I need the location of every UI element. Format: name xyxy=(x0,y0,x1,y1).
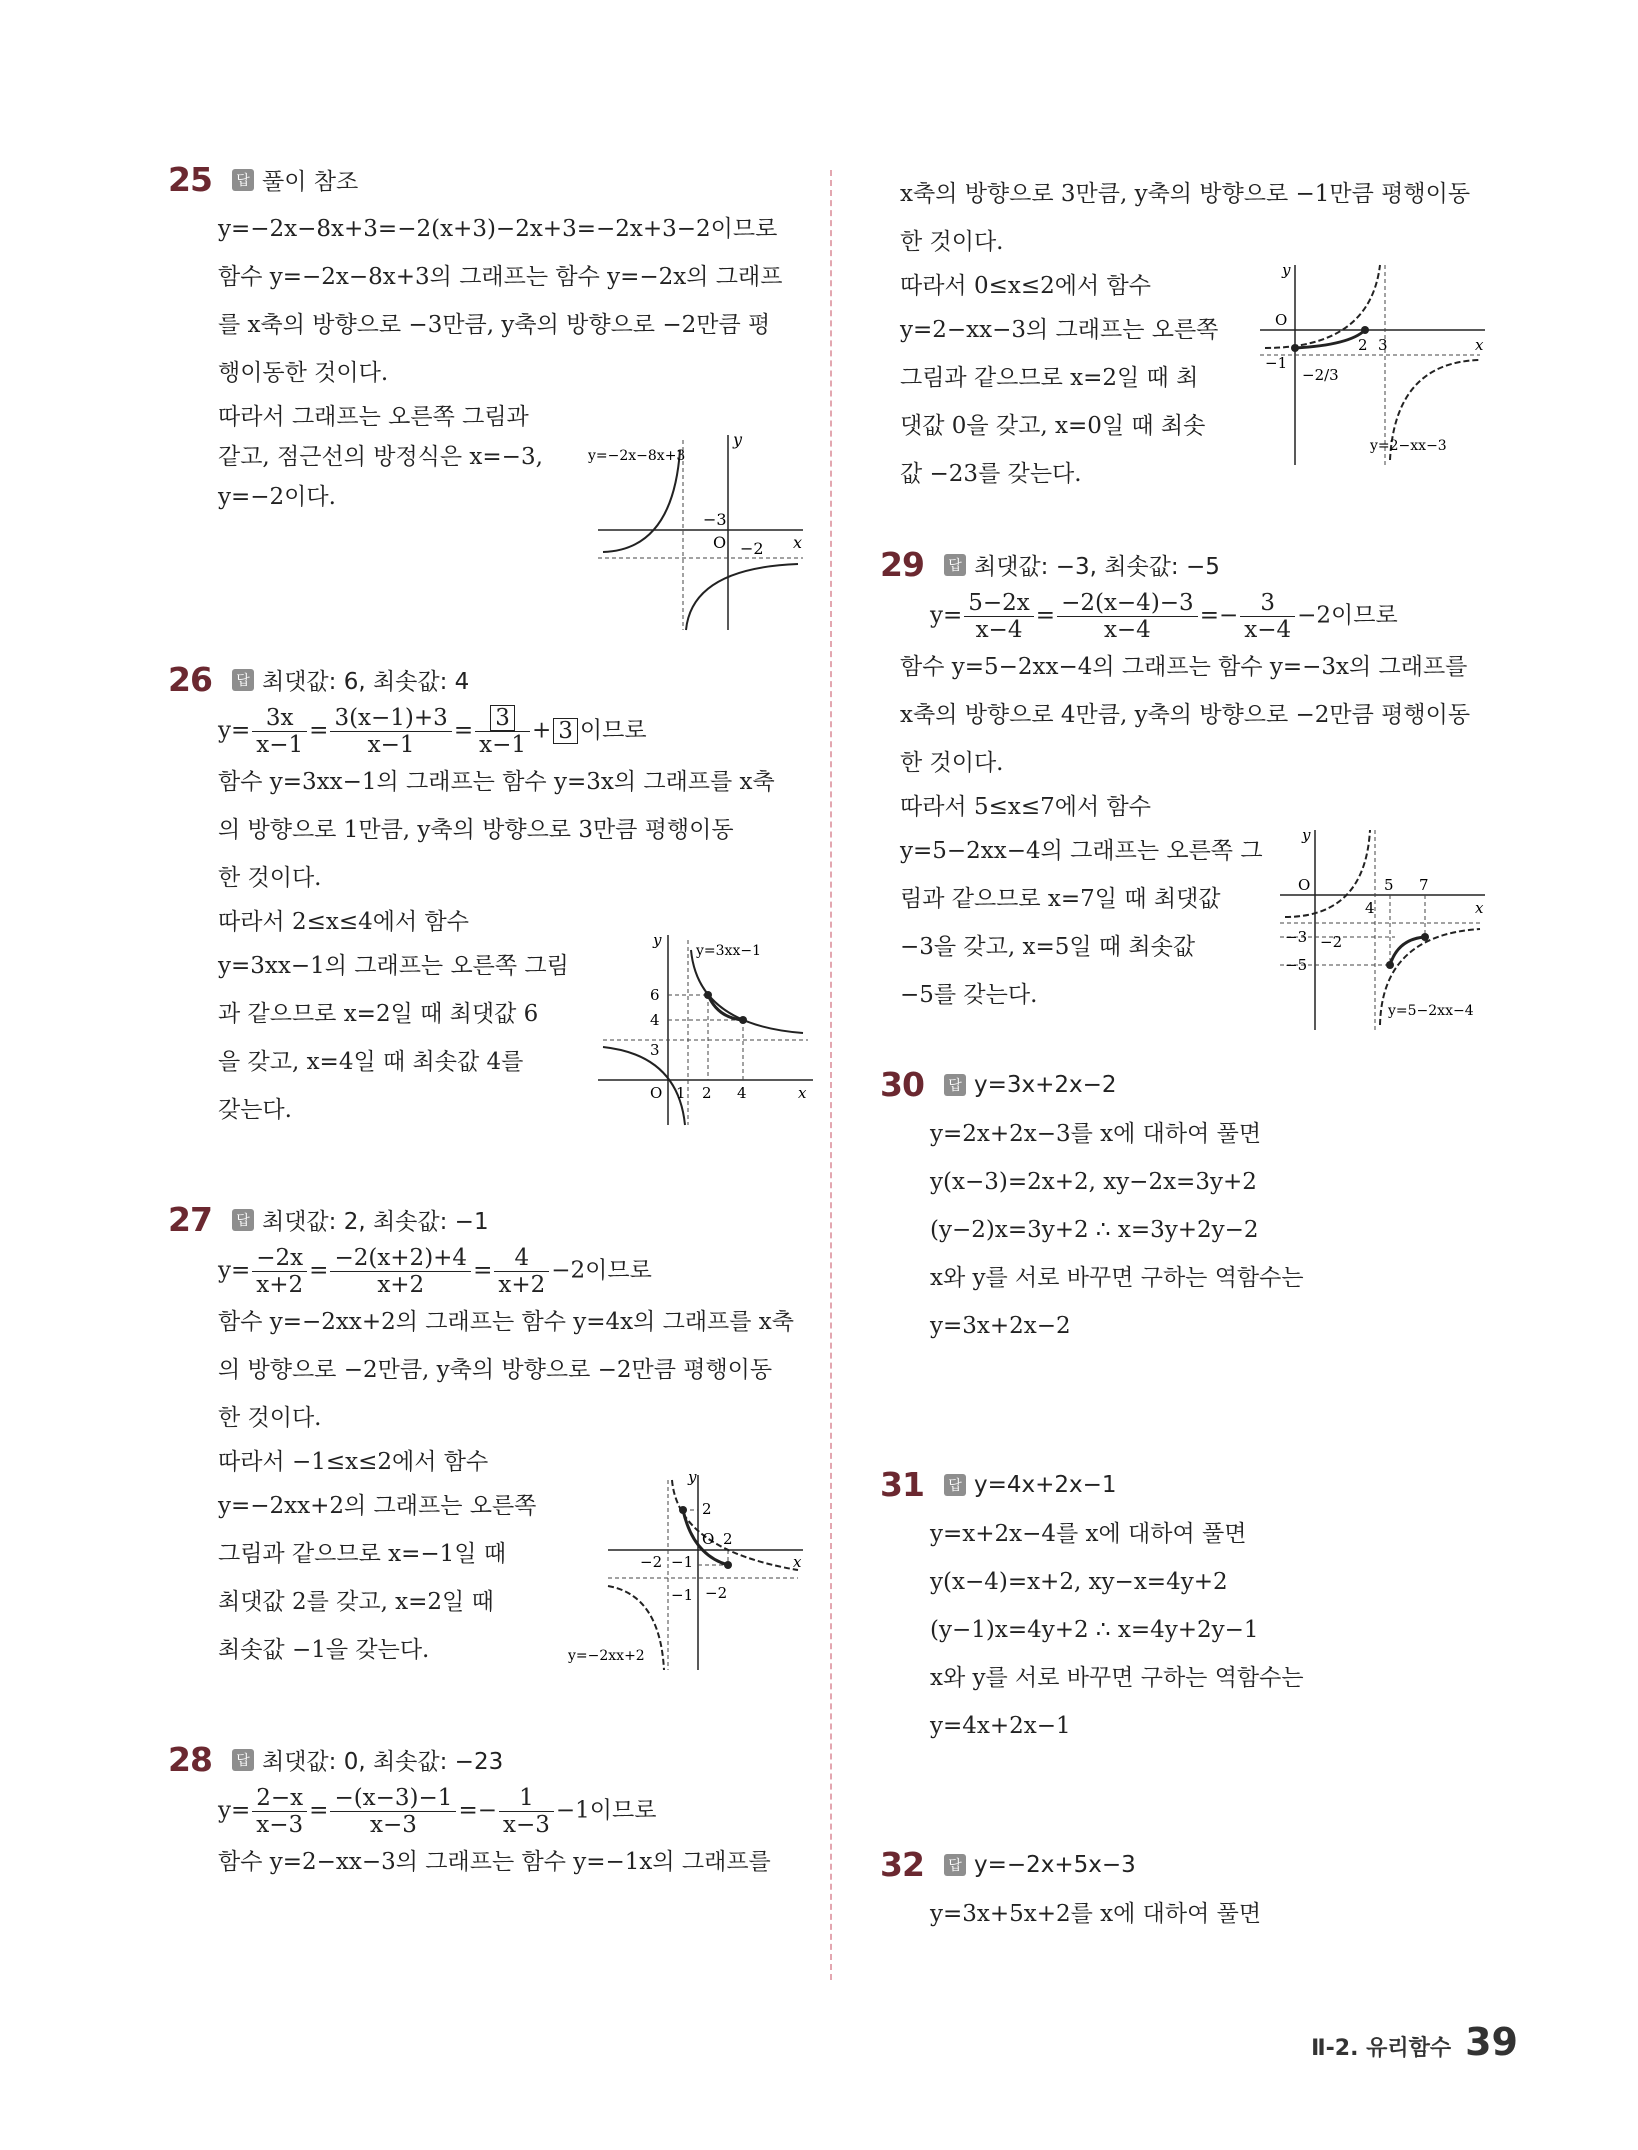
svg-text:4: 4 xyxy=(737,1084,747,1102)
solution-line: 의 방향으로 1만큼, y축의 방향으로 3만큼 평행이동 xyxy=(218,817,734,843)
solution-line: 의 방향으로 −2만큼, y축의 방향으로 −2만큼 평행이동 xyxy=(218,1357,773,1383)
solution-line: y=3x+5x+2를 x에 대하여 풀면 xyxy=(930,1901,1262,1927)
solution-line: x축의 방향으로 3만큼, y축의 방향으로 −1만큼 평행이동 xyxy=(900,181,1471,207)
problem-28-continued xyxy=(880,170,1500,545)
solution-line: 따라서 그래프는 오른쪽 그림과 xyxy=(218,404,529,430)
solution-line: 그림과 같으므로 x=2일 때 최 xyxy=(900,365,1199,391)
solution-line: (y−2)x=3y+2 ∴ x=3y+2y−2 xyxy=(930,1217,1259,1243)
svg-text:y: y xyxy=(688,1470,697,1486)
problem-28 xyxy=(168,1740,808,1940)
svg-text:3: 3 xyxy=(650,1041,660,1059)
solution-line: 같고, 점근선의 방정식은 x=−3, xyxy=(218,444,543,470)
svg-text:4: 4 xyxy=(650,1011,660,1029)
answer-badge: 답 xyxy=(944,1854,966,1876)
answer-text: 최댓값: 2, 최솟값: −1 xyxy=(262,1209,489,1235)
solution-line: 림과 같으므로 x=7일 때 최댓값 xyxy=(900,886,1221,912)
svg-text:2: 2 xyxy=(702,1500,712,1518)
solution-line: 를 x축의 방향으로 −3만큼, y축의 방향으로 −2만큼 평 xyxy=(218,312,771,338)
problem-32 xyxy=(880,1845,1500,1965)
solution-line: 함수 y=2−xx−3의 그래프는 함수 y=−1x의 그래프를 xyxy=(218,1849,771,1875)
problem-number: 29 xyxy=(880,545,924,584)
graph-25 xyxy=(588,430,808,640)
solution-line: 함수 y=3xx−1의 그래프는 함수 y=3x의 그래프를 x축 xyxy=(218,769,775,795)
answer-badge: 답 xyxy=(944,1074,966,1096)
svg-text:−2: −2 xyxy=(1320,933,1343,951)
problem-27 xyxy=(168,1200,808,1740)
solution-line: 한 것이다. xyxy=(218,1405,322,1431)
solution-line: x와 y를 서로 바꾸면 구하는 역함수는 xyxy=(930,1265,1304,1291)
section-label: Ⅱ-2. 유리함수 xyxy=(1311,2036,1452,2061)
svg-text:−5: −5 xyxy=(1285,956,1308,974)
problem-number: 31 xyxy=(880,1465,924,1504)
solution-line: 한 것이다. xyxy=(900,750,1004,776)
svg-text:2: 2 xyxy=(723,1530,733,1548)
problem-26 xyxy=(168,660,808,1200)
graph-29 xyxy=(1280,825,1490,1035)
problem-30 xyxy=(880,1065,1500,1465)
solution-line: y=5−2xx−4의 그래프는 오른쪽 그 xyxy=(900,838,1263,864)
solution-line: 한 것이다. xyxy=(218,865,322,891)
svg-text:x: x xyxy=(1475,336,1484,354)
answer-badge: 답 xyxy=(232,169,254,191)
svg-text:−2/3: −2/3 xyxy=(1302,366,1339,384)
svg-text:3: 3 xyxy=(1378,336,1388,354)
svg-text:x: x xyxy=(798,1084,807,1102)
svg-text:y: y xyxy=(1282,261,1291,279)
solution-line: y=4x+2x−1 xyxy=(930,1713,1071,1739)
solution-line: 갖는다. xyxy=(218,1097,292,1123)
svg-text:y: y xyxy=(733,430,743,449)
svg-text:2: 2 xyxy=(702,1084,712,1102)
problem-number: 26 xyxy=(168,660,212,699)
svg-text:x: x xyxy=(793,533,803,552)
solution-line: 함수 y=−2x−8x+3의 그래프는 함수 y=−2x의 그래프 xyxy=(218,264,783,290)
solution-line: 최댓값 2를 갖고, x=2일 때 xyxy=(218,1589,494,1615)
answer-badge: 답 xyxy=(944,1474,966,1496)
svg-text:−1: −1 xyxy=(671,1586,694,1604)
svg-text:−1: −1 xyxy=(1265,354,1288,372)
solution-line: 함수 y=5−2xx−4의 그래프는 함수 y=−3x의 그래프를 xyxy=(900,654,1468,680)
svg-text:1: 1 xyxy=(676,1084,686,1102)
answer-text: y=−2x+5x−3 xyxy=(974,1851,1136,1878)
solution-line: y=3xx−1의 그래프는 오른쪽 그림 xyxy=(218,953,569,979)
solution-line: y= $\frac{3x}{x-1}$ = $\frac{3(x-1)+3}{x-1}$ = $\frac{3}{x-1}$ + 3 이므로 xyxy=(218,705,647,758)
graph-28 xyxy=(1260,260,1490,470)
solution-line: 함수 y=−2xx+2의 그래프는 함수 y=4x의 그래프를 x축 xyxy=(218,1309,794,1335)
svg-text:x: x xyxy=(1475,899,1484,917)
solution-line: y=−2xx+2의 그래프는 오른쪽 xyxy=(218,1493,537,1519)
solution-line: 최솟값 −1을 갖는다. xyxy=(218,1637,430,1663)
svg-text:O: O xyxy=(702,1530,715,1548)
solution-line: 그림과 같으므로 x=−1일 때 xyxy=(218,1541,507,1567)
solution-line: x와 y를 서로 바꾸면 구하는 역함수는 xyxy=(930,1665,1304,1691)
graph-27 xyxy=(568,1470,808,1680)
problem-number: 30 xyxy=(880,1065,924,1104)
solution-line: 을 갖고, x=4일 때 최솟값 4를 xyxy=(218,1049,524,1075)
solution-line: 따라서 5≤x≤7에서 함수 xyxy=(900,794,1151,820)
answer-text: 풀이 참조 xyxy=(262,169,359,195)
solution-line: x축의 방향으로 4만큼, y축의 방향으로 −2만큼 평행이동 xyxy=(900,702,1471,728)
page-footer xyxy=(1311,2020,1518,2064)
problem-number: 25 xyxy=(168,160,212,199)
svg-text:−3: −3 xyxy=(1285,928,1308,946)
svg-text:x: x xyxy=(793,1553,802,1571)
solution-line: y(x−4)=x+2, xy−x=4y+2 xyxy=(930,1569,1228,1595)
graph-label: y=2−xx−3 xyxy=(1370,438,1447,454)
answer-text: 최댓값: 6, 최솟값: 4 xyxy=(262,669,470,695)
problem-31 xyxy=(880,1465,1500,1845)
svg-text:−2: −2 xyxy=(640,1553,663,1571)
svg-text:−3: −3 xyxy=(703,510,727,529)
solution-line: 과 같으므로 x=2일 때 최댓값 6 xyxy=(218,1001,539,1027)
svg-text:2: 2 xyxy=(1358,336,1368,354)
solution-line: y= $\frac{-2x}{x+2}$ = $\frac{-2(x+2)+4}{x+2}$ = $\frac{4}{x+2}$ −2이므로 xyxy=(218,1245,652,1298)
solution-line: −5를 갖는다. xyxy=(900,982,1038,1008)
left-column xyxy=(168,160,808,1940)
svg-text:−2: −2 xyxy=(705,1584,728,1602)
graph-label: y=3xx−1 xyxy=(696,943,761,959)
svg-text:O: O xyxy=(1275,311,1288,329)
problem-number: 27 xyxy=(168,1200,212,1239)
svg-text:7: 7 xyxy=(1419,876,1429,894)
problem-29 xyxy=(880,545,1500,1065)
solution-line: −3을 갖고, x=5일 때 최솟값 xyxy=(900,934,1196,960)
answer-badge: 답 xyxy=(944,554,966,576)
right-column xyxy=(880,170,1500,1965)
svg-text:y: y xyxy=(653,931,662,949)
answer-text: 최댓값: 0, 최솟값: −23 xyxy=(262,1749,504,1775)
solution-line: 한 것이다. xyxy=(900,229,1004,255)
svg-text:y: y xyxy=(1302,826,1311,844)
graph-26 xyxy=(588,930,818,1130)
problem-25 xyxy=(168,160,808,660)
svg-text:6: 6 xyxy=(650,986,660,1004)
solution-line: 따라서 0≤x≤2에서 함수 xyxy=(900,273,1151,299)
solution-line: y(x−3)=2x+2, xy−2x=3y+2 xyxy=(930,1169,1257,1195)
solution-line: 행이동한 것이다. xyxy=(218,360,389,386)
solution-line: y=−2x−8x+3=−2(x+3)−2x+3=−2x+3−2이므로 xyxy=(218,216,778,242)
svg-text:O: O xyxy=(713,533,727,552)
answer-badge: 답 xyxy=(232,669,254,691)
solution-line: y=−2이다. xyxy=(218,484,336,510)
answer-badge: 답 xyxy=(232,1209,254,1231)
graph-label: y=5−2xx−4 xyxy=(1388,1003,1474,1019)
svg-text:−2: −2 xyxy=(740,539,764,558)
svg-text:4: 4 xyxy=(1365,899,1375,917)
solution-line: y=2−xx−3의 그래프는 오른쪽 xyxy=(900,317,1219,343)
problem-number: 32 xyxy=(880,1845,924,1884)
solution-line: y=x+2x−4를 x에 대하여 풀면 xyxy=(930,1521,1247,1547)
answer-text: 최댓값: −3, 최솟값: −5 xyxy=(974,554,1220,580)
graph-label: y=−2xx+2 xyxy=(568,1648,645,1664)
answer-text: y=3x+2x−2 xyxy=(974,1071,1117,1098)
solution-line: y=2x+2x−3를 x에 대하여 풀면 xyxy=(930,1121,1262,1147)
solution-line: 따라서 −1≤x≤2에서 함수 xyxy=(218,1449,489,1475)
svg-text:O: O xyxy=(650,1084,663,1102)
graph-label: y=−2x−8x+3 xyxy=(588,448,686,464)
svg-text:−1: −1 xyxy=(671,1553,694,1571)
solution-line: y=3x+2x−2 xyxy=(930,1313,1071,1339)
solution-line: (y−1)x=4y+2 ∴ x=4y+2y−1 xyxy=(930,1617,1259,1643)
svg-text:5: 5 xyxy=(1384,876,1394,894)
solution-line: y= $\frac{2-x}{x-3}$ = $\frac{-(x-3)-1}{x-3}$ =− $\frac{1}{x-3}$ −1이므로 xyxy=(218,1785,657,1838)
answer-text: y=4x+2x−1 xyxy=(974,1471,1117,1498)
column-divider xyxy=(830,170,832,1980)
solution-line: 따라서 2≤x≤4에서 함수 xyxy=(218,909,469,935)
problem-number: 28 xyxy=(168,1740,212,1779)
solution-line: y= $\frac{5-2x}{x-4}$ = $\frac{-2(x-4)-3}{x-4}$ =− $\frac{3}{x-4}$ −2이므로 xyxy=(930,590,1398,643)
solution-line: 댓값 0을 갖고, x=0일 때 최솟 xyxy=(900,413,1206,439)
page-number: 39 xyxy=(1465,2020,1518,2064)
answer-badge: 답 xyxy=(232,1749,254,1771)
svg-text:O: O xyxy=(1298,876,1311,894)
solution-line: 값 −23를 갖는다. xyxy=(900,461,1082,487)
